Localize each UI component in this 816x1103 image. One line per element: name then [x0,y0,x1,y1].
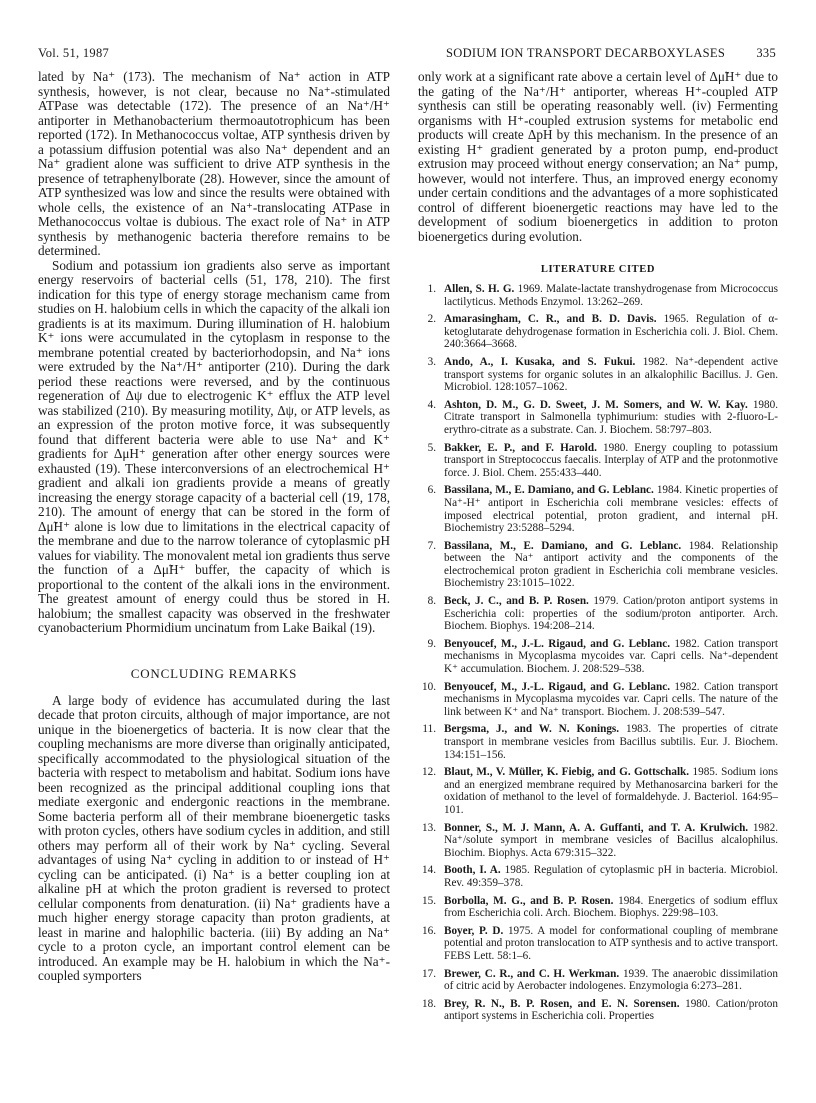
reference-item [418,540,778,590]
reference-details: 1939. The anaerobic dissimilation of citric acid by Aerobacter indologenes. Enzymologia 6:273–281. [444,967,778,993]
reference-authors: Bakker, E. P., and F. Harold. [444,441,597,454]
reference-item [418,998,778,1023]
reference-item [418,484,778,534]
reference-authors: Bassilana, M., E. Damiano, and G. Leblanc. [444,539,682,552]
reference-authors: Bassilana, M., E. Damiano, and G. Leblanc. [444,484,654,497]
running-title: SODIUM ION TRANSPORT DECARBOXYLASES [446,46,726,60]
reference-number: 16. [422,924,436,937]
reference-item [418,895,778,920]
reference-authors: Benyoucef, M., J.-L. Rigaud, and G. Leblanc. [444,637,670,650]
reference-number: 3. [427,355,436,368]
reference-authors: Allen, S. H. G. [444,283,515,295]
reference-details: 1969. Malate-lactate transhydrogenase from Micrococcus lactilyticus. Methods Enzymol. 13:262–269. [444,283,778,308]
reference-authors: Borbolla, M. G., and B. P. Rosen. [444,894,614,907]
reference-number: 13. [422,821,436,834]
reference-number: 18. [422,997,436,1010]
paragraph: lated by Na⁺ (173). The mechanism of Na⁺ action in ATP synthesis, however, is not clear, because no Na⁺-stimulated ATPase was detectable (172). The presence of an Na⁺/H⁺ antiporter in Methanobacterium thermoautotrophicum has been reported (172). In Methanococcus voltae, ATP synthesis driven by a potassium diffusion potential was also Na⁺ dependent and an Na⁺ gradient alone was sufficient to drive ATP synthesis in the presence of tetraphenylborate (28). However, since the amount of ATP synthesized was low and since the results were obtained with whole cells, the existence of an Na⁺-translocating ATPase in Methanococcus voltae is dubious. The exact role of Na⁺ in ATP synthesis by methanogenic bacteria therefore remains to be determined. [38,69,390,258]
reference-details: 1982. Cation transport mechanisms in Mycoplasma mycoides var. Capri cells. The nature of the link between K⁺ and Na⁺ transport. Biochem. J. 208:539–547. [444,680,779,718]
reference-authors: Booth, I. A. [444,864,501,877]
reference-authors: Brey, R. N., B. P. Rosen, and E. N. Sorensen. [444,997,680,1010]
reference-details: 1975. A model for conformational coupling of membrane potential and proton translocation to ATP synthesis and to active transport. FEBS Lett. 58:1–6. [444,924,778,962]
reference-authors: Boyer, P. D. [444,924,504,937]
reference-item [418,595,778,633]
reference-details: 1980. Cation/proton antiport systems in Escherichia coli. Properties [444,997,778,1023]
running-header [38,46,776,66]
reference-number: 4. [427,398,436,411]
section-title: CONCLUDING REMARKS [130,665,298,681]
reference-item [418,864,778,889]
reference-item [418,723,778,761]
reference-authors: Amarasingham, C. R., and B. D. Davis. [444,313,657,326]
reference-authors: Ashton, D. M., G. D. Sweet, J. M. Somers, and W. W. Kay. [444,398,748,411]
reference-number: 6. [427,484,436,497]
reference-details: 1982. Na⁺/solute symport in membrane vesicles of Bacillus alcalophilus. Biochim. Biophys. Acta 679:315–322. [444,821,779,859]
reference-authors: Ando, A., I. Kusaka, and S. Fukui. [444,355,636,368]
paragraph: only work at a significant rate above a certain level of Δμ̃H⁺ due to the gating of the Na⁺/H⁺ antiporter, whereas H⁺-coupled ATP synthesis can still be operating reasonably well. (iv) Fermenting organisms with H⁺-coupled extrusion systems for metabolic end products will create ΔpH by this mechanism. In the presence of an existing H⁺ gradient generated by a proton pump, end-product extrusion may proceed without energy conservation; an Na⁺ pump, however, would not interfere. Thus, an improved energy economy under certain conditions and the advantages of a more sophisticated control of different bioenergetic reactions may have led to the development of sodium bioenergetics in addition to proton bioenergetics during evolution. [418,69,778,244]
reference-number: 9. [427,637,436,650]
reference-authors: Bergsma, J., and W. N. Konings. [444,723,620,736]
paragraph: A large body of evidence has accumulated during the last decade that proton circuits, although of major importance, are not unique in the bioenergetics of bacteria. It is now clear that the coupling mechanisms are more diverse than originally anticipated, specifically accommodated to the physiological situation of the bacteria with respect to metabolism and habitat. Sodium ions have been recognized as the principal additional coupling ions that mediate exergonic and endergonic reactions in the membrane. Some bacteria perform all of their membrane bioenergetic tasks with proton cycles, others have sodium cycles in addition, and still others may perform all of their work by Na⁺ cycling. Several advantages of using Na⁺ cycling in addition to or instead of H⁺ cycling can be anticipated. (i) Na⁺ is a better coupling ion at alkaline pH at which the proton gradient is reversed to protect cellular components from denaturation. (ii) Na⁺ gradients have a much higher energy storage capacity than proton gradients, at least in marine and halophilic bacteria. (iii) By adding an Na⁺ cycle to a proton cycle, an important control element can be introduced. An example may be H. halobium in which the Na⁺-coupled symporters [38,692,390,983]
reference-item [418,283,778,308]
reference-number: 14. [422,864,436,877]
reference-item [418,399,778,437]
reference-details: 1965. Regulation of α-ketoglutarate dehydrogenase formation in Escherichia coli. J. Biol. Chem. 240:3664–3668. [444,313,778,351]
reference-item [418,638,778,676]
literature-title: LITERATURE CITED [540,264,656,275]
reference-details: 1984. Kinetic properties of Na⁺-H⁺ antiport in Escherichia coli membrane vesicles: effects of imposed electrical potential, proton gradient, and internal pH. Biochemistry 23:5288–5294. [444,484,779,535]
volume-label: Vol. 51, 1987 [38,46,110,60]
left-column [38,70,390,984]
reference-number: 15. [422,894,436,907]
reference-number: 11. [422,723,436,736]
reference-authors: Benyoucef, M., J.-L. Rigaud, and G. Leblanc. [444,680,670,693]
reference-details: 1984. Energetics of sodium efflux from Escherichia coli. Arch. Biochem. Biophys. 229:98–103. [444,894,778,920]
reference-authors: Bonner, S., M. J. Mann, A. A. Guffanti, and T. A. Krulwich. [444,821,749,834]
reference-details: 1982. Cation transport mechanisms in Mycoplasma mycoides var. Capri cells. Na⁺-dependent K⁺ accumulation. Biochem. J. 208:529–538. [444,637,779,676]
reference-list [418,283,778,1023]
reference-details: 1984. Relationship between the Na⁺ antiport activity and the components of the electrochemical proton gradient in Escherichia coli membrane vesicles. Biochemistry 23:1015–1022. [444,539,778,590]
reference-number: 1. [427,283,436,295]
reference-authors: Beck, J. C., and B. P. Rosen. [444,595,589,608]
reference-item [418,681,778,719]
reference-item [418,356,778,394]
reference-details: 1980. Energy coupling to potassium transport in Streptococcus faecalis. Interplay of ATP and the protonmotive force. J. Biol. Chem. 255:433–440. [444,441,778,479]
reference-number: 8. [427,595,436,608]
right-column [418,70,778,1028]
reference-details: 1985. Sodium ions and an energized membrane required by Methanosarcina barkeri for the oxidation of methanol to the level of formaldehyde. J. Bacteriol. 164:95–101. [444,766,778,816]
reference-item [418,968,778,993]
reference-item [418,766,778,816]
reference-item [418,925,778,963]
reference-number: 12. [422,766,436,779]
reference-authors: Brewer, C. R., and C. H. Werkman. [444,967,620,980]
reference-item [418,313,778,351]
reference-details: 1983. The properties of citrate transport in membrane vesicles from Bacillus subtilis. Eur. J. Biochem. 134:151–156. [444,723,778,761]
reference-authors: Blaut, M., V. Müller, K. Fiebig, and G. Gottschalk. [444,766,690,779]
reference-item [418,442,778,480]
reference-number: 2. [427,313,436,326]
reference-number: 5. [427,441,436,454]
reference-number: 17. [422,967,436,980]
reference-details: 1980. Citrate transport in Salmonella typhimurium: studies with 2-fluoro-L-erythro-citrate as a substrate. Can. J. Biochem. 58:797–803. [444,398,779,436]
page-number: 335 [756,46,776,60]
reference-number: 10. [422,680,436,693]
reference-details: 1982. Na⁺-dependent active transport systems for organic solutes in an alkalophilic Bacillus. J. Gen. Microbiol. 128:1057–1062. [444,355,778,394]
reference-number: 7. [427,539,436,552]
paragraph: Sodium and potassium ion gradients also serve as important energy reservoirs of bacterial cells (51, 178, 210). The first indication for this type of energy storage mechanism came from studies on H. halobium cells in which the capacity of the alkali ion gradients is at its maximum. During illumination of H. halobium K⁺ ions were accumulated in the cytoplasm in response to the membrane potential created by bacteriorhodopsin, and Na⁺ ions were extruded by the Na⁺/H⁺ antiporter (210). During the dark period these reactions were reversed, and by the continuous regeneration of Δψ due to electrogenic K⁺ efflux the ATP level was stabilized (210). By measuring motility, Δψ, or ATP levels, as an expression of the proton motive force, it was subsequently found that different bacteria were able to use Na⁺ and K⁺ gradients for ΔμH⁺ generation after other energy sources were exhausted (19). These interconversions of an electrochemical H⁺ gradient and alkali ion gradients provide a means of greatly increasing the energy storage capacity of a bacterial cell (19, 178, 210). The amount of energy that can be stored in the form of Δμ̃H⁺ alone is low due to limitations in the electrical capacity of the membrane and due to the narrow tolerance of cytoplasmic pH values for viability. The monovalent metal ion gradients thus serve the function of a Δμ̃H⁺ buffer, the capacity of which is proportional to the content of the alkali ions in the environment. The greatest amount of energy could thus be stored in H. halobium; the smallest capacity was observed in the freshwater cyanobacterium Phormidium uncinatum from Lake Baikal (19). [38,257,390,635]
reference-details: 1985. Regulation of cytoplasmic pH in bacteria. Microbiol. Rev. 49:359–378. [444,864,778,889]
reference-item [418,822,778,860]
reference-details: 1979. Cation/proton antiport systems in Escherichia coli: properties of the sodium/proton antiporter. Arch. Biochem. Biophys. 194:208–214. [444,595,778,633]
